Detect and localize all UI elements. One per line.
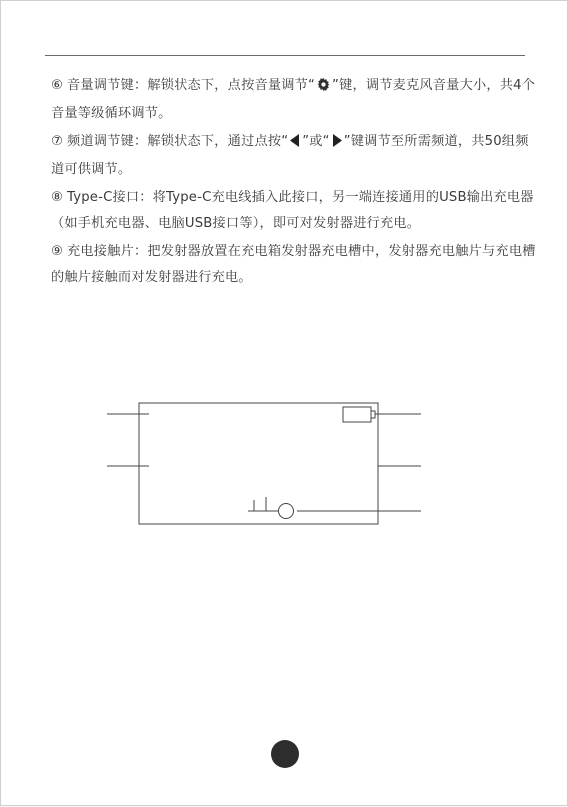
device-outline <box>139 403 378 524</box>
header-rule <box>45 55 525 56</box>
battery-tip <box>371 411 375 418</box>
instructions-text <box>51 73 537 293</box>
paragraph-text-end: ”键调节至所需频道，共50组频道可供调节。 <box>51 134 529 177</box>
paragraph-channel-key <box>51 129 537 182</box>
paragraph-text-start: 音量调节键：解锁状态下，点按音量调节“ <box>67 78 316 93</box>
item-number: ⑥ <box>51 78 64 93</box>
left-triangle-icon <box>290 131 300 157</box>
page-number-badge <box>271 740 299 768</box>
gear-icon <box>317 75 330 101</box>
item-number: ⑨ <box>51 244 64 259</box>
paragraph-text-middle: ”或“ <box>302 134 330 149</box>
paragraph-text-end: ”键，调节麦克风音量大小，共4个音量等级循环调节。 <box>51 78 536 121</box>
paragraph-text: 充电接触片：把发射器放置在充电箱发射器充电槽中，发射器充电触片与充电槽的触片接触而对发射器进行充电。 <box>51 244 536 285</box>
paragraph-text: Type-C接口：将Type-C充电线插入此接口，另一端连接通用的USB输出充电器（如手机充电器、电脑USB接口等），即可对发射器进行充电。 <box>51 190 534 231</box>
item-number: ⑧ <box>51 190 64 205</box>
paragraph-text-start: 频道调节键：解锁状态下，通过点按“ <box>67 134 289 149</box>
battery-icon <box>343 407 371 422</box>
item-number: ⑦ <box>51 134 64 149</box>
paragraph-typec-port <box>51 185 537 236</box>
paragraph-volume-key <box>51 73 537 126</box>
paragraph-charging-contacts <box>51 239 537 290</box>
port-circle <box>279 504 294 519</box>
right-triangle-icon <box>332 131 342 157</box>
